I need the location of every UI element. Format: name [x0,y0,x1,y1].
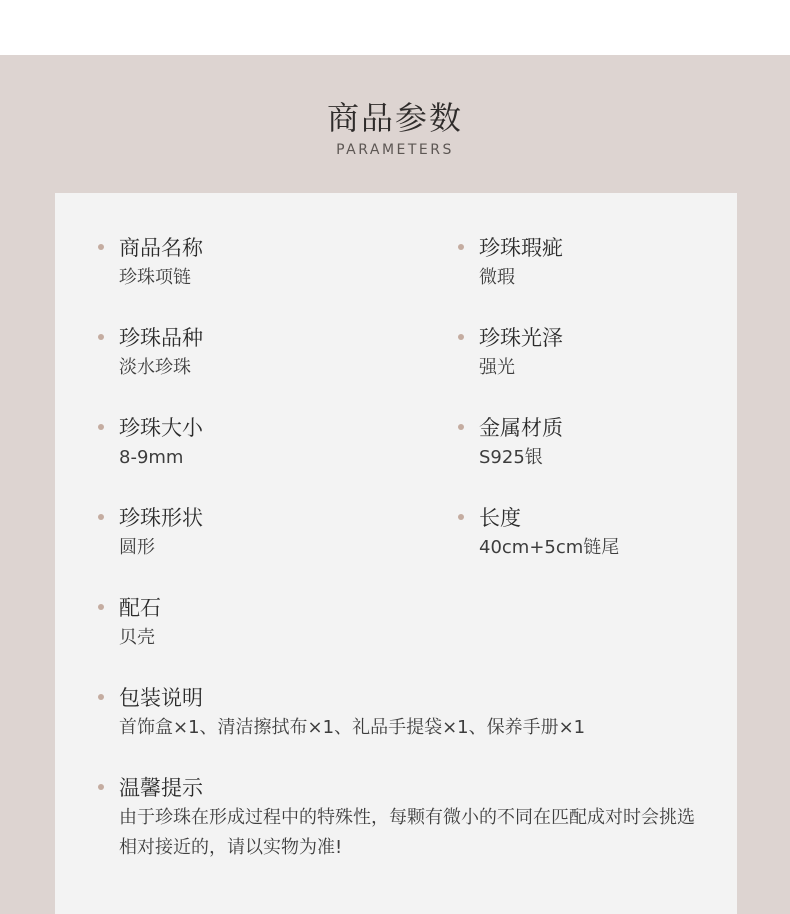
param-value: 由于珍珠在形成过程中的特殊性，每颗有微小的不同在匹配成对时会挑选相对接近的，请以实物为准! [119,807,695,858]
bullet-dot-icon [458,514,464,520]
param-value: 贝壳 [119,627,155,648]
param-product-name [119,233,203,293]
param-value: 珍珠项链 [119,267,191,288]
param-pearl-shape [119,503,203,563]
param-metal-material [479,413,563,473]
top-white-strip [0,0,790,55]
param-label: 金属材质 [479,416,563,440]
param-label: 珍珠形状 [119,506,203,530]
param-label: 珍珠瑕疵 [479,236,563,260]
bullet-dot-icon [98,604,104,610]
param-pearl-size [119,413,203,473]
bullet-dot-icon [458,244,464,250]
param-value: 强光 [479,357,515,378]
param-pearl-luster [479,323,563,383]
param-pearl-variety [119,323,203,383]
param-pearl-flaw [479,233,563,293]
param-label: 包装说明 [119,686,203,710]
bullet-dot-icon [98,514,104,520]
bullet-dot-icon [458,424,464,430]
bullet-dot-icon [98,334,104,340]
param-value: S925银 [479,447,543,468]
param-value: 圆形 [119,537,155,558]
param-packaging [119,683,585,743]
section-title: 商品参数 [326,99,463,137]
bullet-dot-icon [98,244,104,250]
bullet-dot-icon [98,784,104,790]
param-value: 淡水珍珠 [119,357,191,378]
param-value: 8-9mm [119,447,184,468]
section-subtitle: PARAMETERS [336,142,454,158]
param-label: 珍珠光泽 [479,326,563,350]
param-label: 珍珠大小 [119,416,203,440]
bullet-dot-icon [98,424,104,430]
param-label: 长度 [479,506,521,530]
param-label: 商品名称 [119,236,203,260]
param-value: 首饰盒×1、清洁擦拭布×1、礼品手提袋×1、保养手册×1 [119,717,586,738]
param-label: 珍珠品种 [119,326,203,350]
param-value: 40cm+5cm链尾 [479,537,620,558]
bullet-dot-icon [98,694,104,700]
param-accent-stone [119,593,161,653]
param-length [479,503,619,563]
bullet-dot-icon [458,334,464,340]
param-label: 温馨提示 [119,776,203,800]
param-value: 微瑕 [479,267,515,288]
param-label: 配石 [119,596,161,620]
parameters-card [55,193,737,914]
param-warm-tips [119,773,699,863]
